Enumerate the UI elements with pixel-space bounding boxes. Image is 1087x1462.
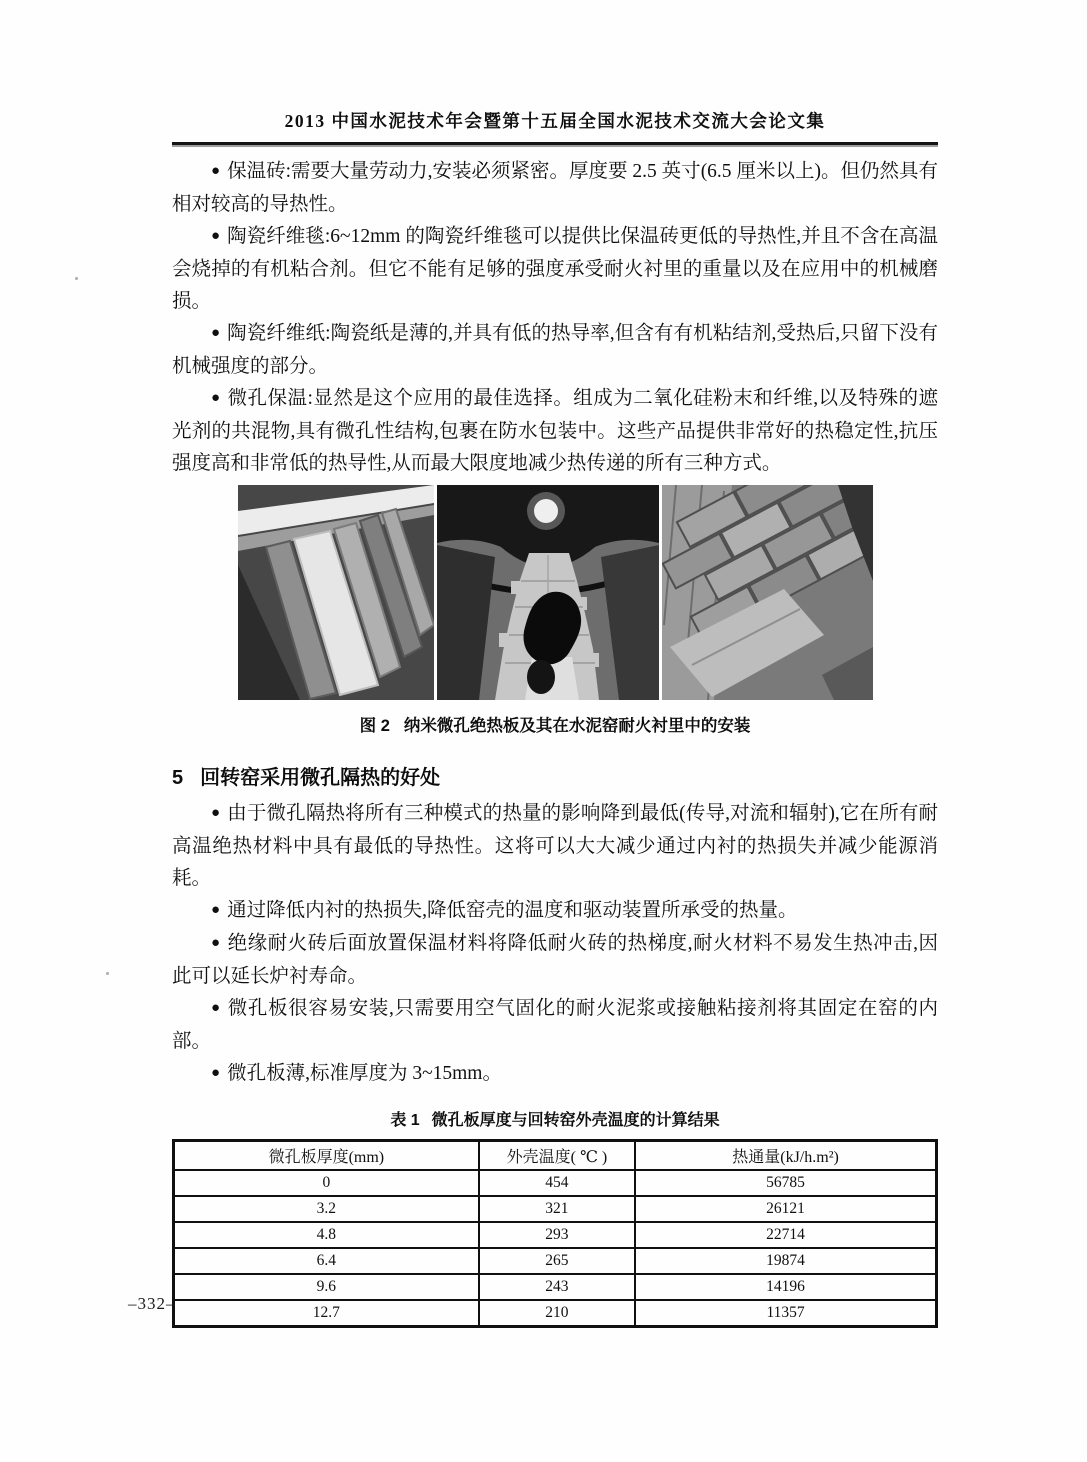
cell-shell-temp: 321	[479, 1196, 635, 1222]
paragraph-text: 陶瓷纤维毯:6~12mm 的陶瓷纤维毯可以提供比保温砖更低的导热性,并且不含在高温会烧掉的有机粘合剂。但它不能有足够的强度承受耐火衬里的重量以及在应用中的机械磨损。	[172, 226, 938, 312]
photo-microporous-boards	[238, 485, 434, 700]
table-title-text: 微孔板厚度与回转窑外壳温度的计算结果	[431, 1112, 720, 1129]
page-number: –332–	[128, 1294, 176, 1313]
bullet-icon: ●	[211, 163, 221, 179]
paragraph-text: 微孔保温:显然是这个应用的最佳选择。组成为二氧化硅粉末和纤维,以及特殊的遮光剂的共混物,具有微孔性结构,包裹在防水包装中。这些产品提供非常好的热稳定性,抗压强度高和非常低的热导性,从而最大限度地减少热传递的所有三种方式。	[172, 388, 939, 474]
paragraph-text: 微孔板薄,标准厚度为 3~15mm。	[227, 1063, 502, 1084]
table-row	[174, 1222, 937, 1248]
benefit-bullet-thin-panels	[172, 1058, 938, 1091]
figure-caption-label: 图 2	[359, 717, 390, 735]
cell-thickness: 12.7	[174, 1300, 479, 1327]
benefit-bullet-thermal-gradient	[172, 928, 938, 993]
proceedings-title: 2013 中国水泥技术年会暨第十五届全国水泥技术交流大会论文集	[284, 111, 826, 131]
bullet-icon: ●	[211, 1065, 221, 1081]
table-row	[174, 1196, 937, 1222]
paragraph-text: 通过降低内衬的热损失,降低窑壳的温度和驱动装置所承受的热量。	[227, 900, 798, 921]
paragraph-text: 保温砖:需要大量劳动力,安装必须紧密。厚度要 2.5 英寸(6.5 厘米以上)。但仍然具有相对较高的导热性。	[172, 161, 939, 215]
cell-shell-temp: 243	[479, 1274, 635, 1300]
section-number: 5	[172, 767, 184, 789]
header-rule	[172, 142, 938, 145]
figure-caption-text: 纳米微孔绝热板及其在水泥窑耐火衬里中的安装	[403, 717, 751, 735]
paragraph-text: 绝缘耐火砖后面放置保温材料将降低耐火砖的热梯度,耐火材料不易发生热冲击,因此可以延长炉衬寿命。	[172, 933, 938, 987]
cell-heat-flux: 19874	[635, 1248, 936, 1274]
cell-heat-flux: 56785	[635, 1170, 936, 1196]
material-bullet-ceramic-fiber-paper	[172, 318, 938, 383]
cell-shell-temp: 293	[479, 1222, 635, 1248]
bullet-icon: ●	[211, 805, 221, 821]
bullet-icon: ●	[211, 325, 221, 341]
cell-shell-temp: 265	[479, 1248, 635, 1274]
material-bullet-ceramic-fiber-blanket	[172, 221, 938, 318]
scan-speck	[106, 972, 109, 975]
cell-heat-flux: 14196	[635, 1274, 936, 1300]
paragraph-text: 微孔板很容易安装,只需要用空气固化的耐火泥浆或接触粘接剂将其固定在窑的内部。	[172, 998, 938, 1052]
cell-thickness: 9.6	[174, 1274, 479, 1300]
table-title-label: 表 1	[390, 1112, 420, 1129]
benefit-bullet-lowest-conductivity	[172, 798, 938, 895]
cell-heat-flux: 22714	[635, 1222, 936, 1248]
figure-2	[172, 485, 938, 736]
section-heading	[172, 761, 938, 790]
col-header-shell-temperature: 外壳温度( ℃ )	[479, 1141, 635, 1171]
bullet-icon: ●	[211, 390, 221, 406]
cell-heat-flux: 11357	[635, 1300, 936, 1327]
cell-heat-flux: 26121	[635, 1196, 936, 1222]
figure-caption	[172, 712, 938, 736]
bullet-icon: ●	[211, 935, 221, 951]
body-text	[172, 156, 938, 1328]
table-row	[174, 1170, 937, 1196]
table-header-row	[174, 1141, 937, 1171]
col-header-heat-flux: 热通量(kJ/h.m²)	[635, 1141, 936, 1171]
bullet-icon: ●	[211, 1000, 221, 1016]
photo-brick-lining	[662, 485, 873, 700]
table-row	[174, 1274, 937, 1300]
paragraph-text: 由于微孔隔热将所有三种模式的热量的影响降到最低(传导,对流和辐射),它在所有耐高温绝热材料中具有最低的导热性。这将可以大大减少通过内衬的热损失并减少能源消耗。	[172, 803, 938, 889]
cell-shell-temp: 210	[479, 1300, 635, 1327]
cell-thickness: 4.8	[174, 1222, 479, 1248]
benefit-bullet-lower-shell-temp	[172, 895, 938, 928]
paragraph-text: 陶瓷纤维纸:陶瓷纸是薄的,并具有低的热导率,但含有有机粘结剂,受热后,只留下没有机械强度的部分。	[172, 323, 939, 377]
table-row	[174, 1248, 937, 1274]
bullet-icon: ●	[211, 228, 221, 244]
cell-thickness: 3.2	[174, 1196, 479, 1222]
table-row	[174, 1300, 937, 1327]
benefit-bullet-easy-install	[172, 993, 938, 1058]
col-header-panel-thickness: 微孔板厚度(mm)	[174, 1141, 479, 1171]
scan-speck	[75, 277, 78, 280]
cell-shell-temp: 454	[479, 1170, 635, 1196]
figure-photo-strip	[238, 485, 873, 700]
cell-thickness: 6.4	[174, 1248, 479, 1274]
table-1-block	[172, 1107, 938, 1328]
table-title	[172, 1107, 938, 1130]
bullet-icon: ●	[211, 902, 221, 918]
section-title: 回转窑采用微孔隔热的好处	[200, 767, 441, 789]
cell-thickness: 0	[174, 1170, 479, 1196]
material-bullet-microporous-insulation	[172, 383, 938, 480]
photo-kiln-interior-installation	[437, 485, 659, 700]
results-table	[172, 1139, 938, 1328]
material-bullet-insulating-brick	[172, 156, 938, 221]
